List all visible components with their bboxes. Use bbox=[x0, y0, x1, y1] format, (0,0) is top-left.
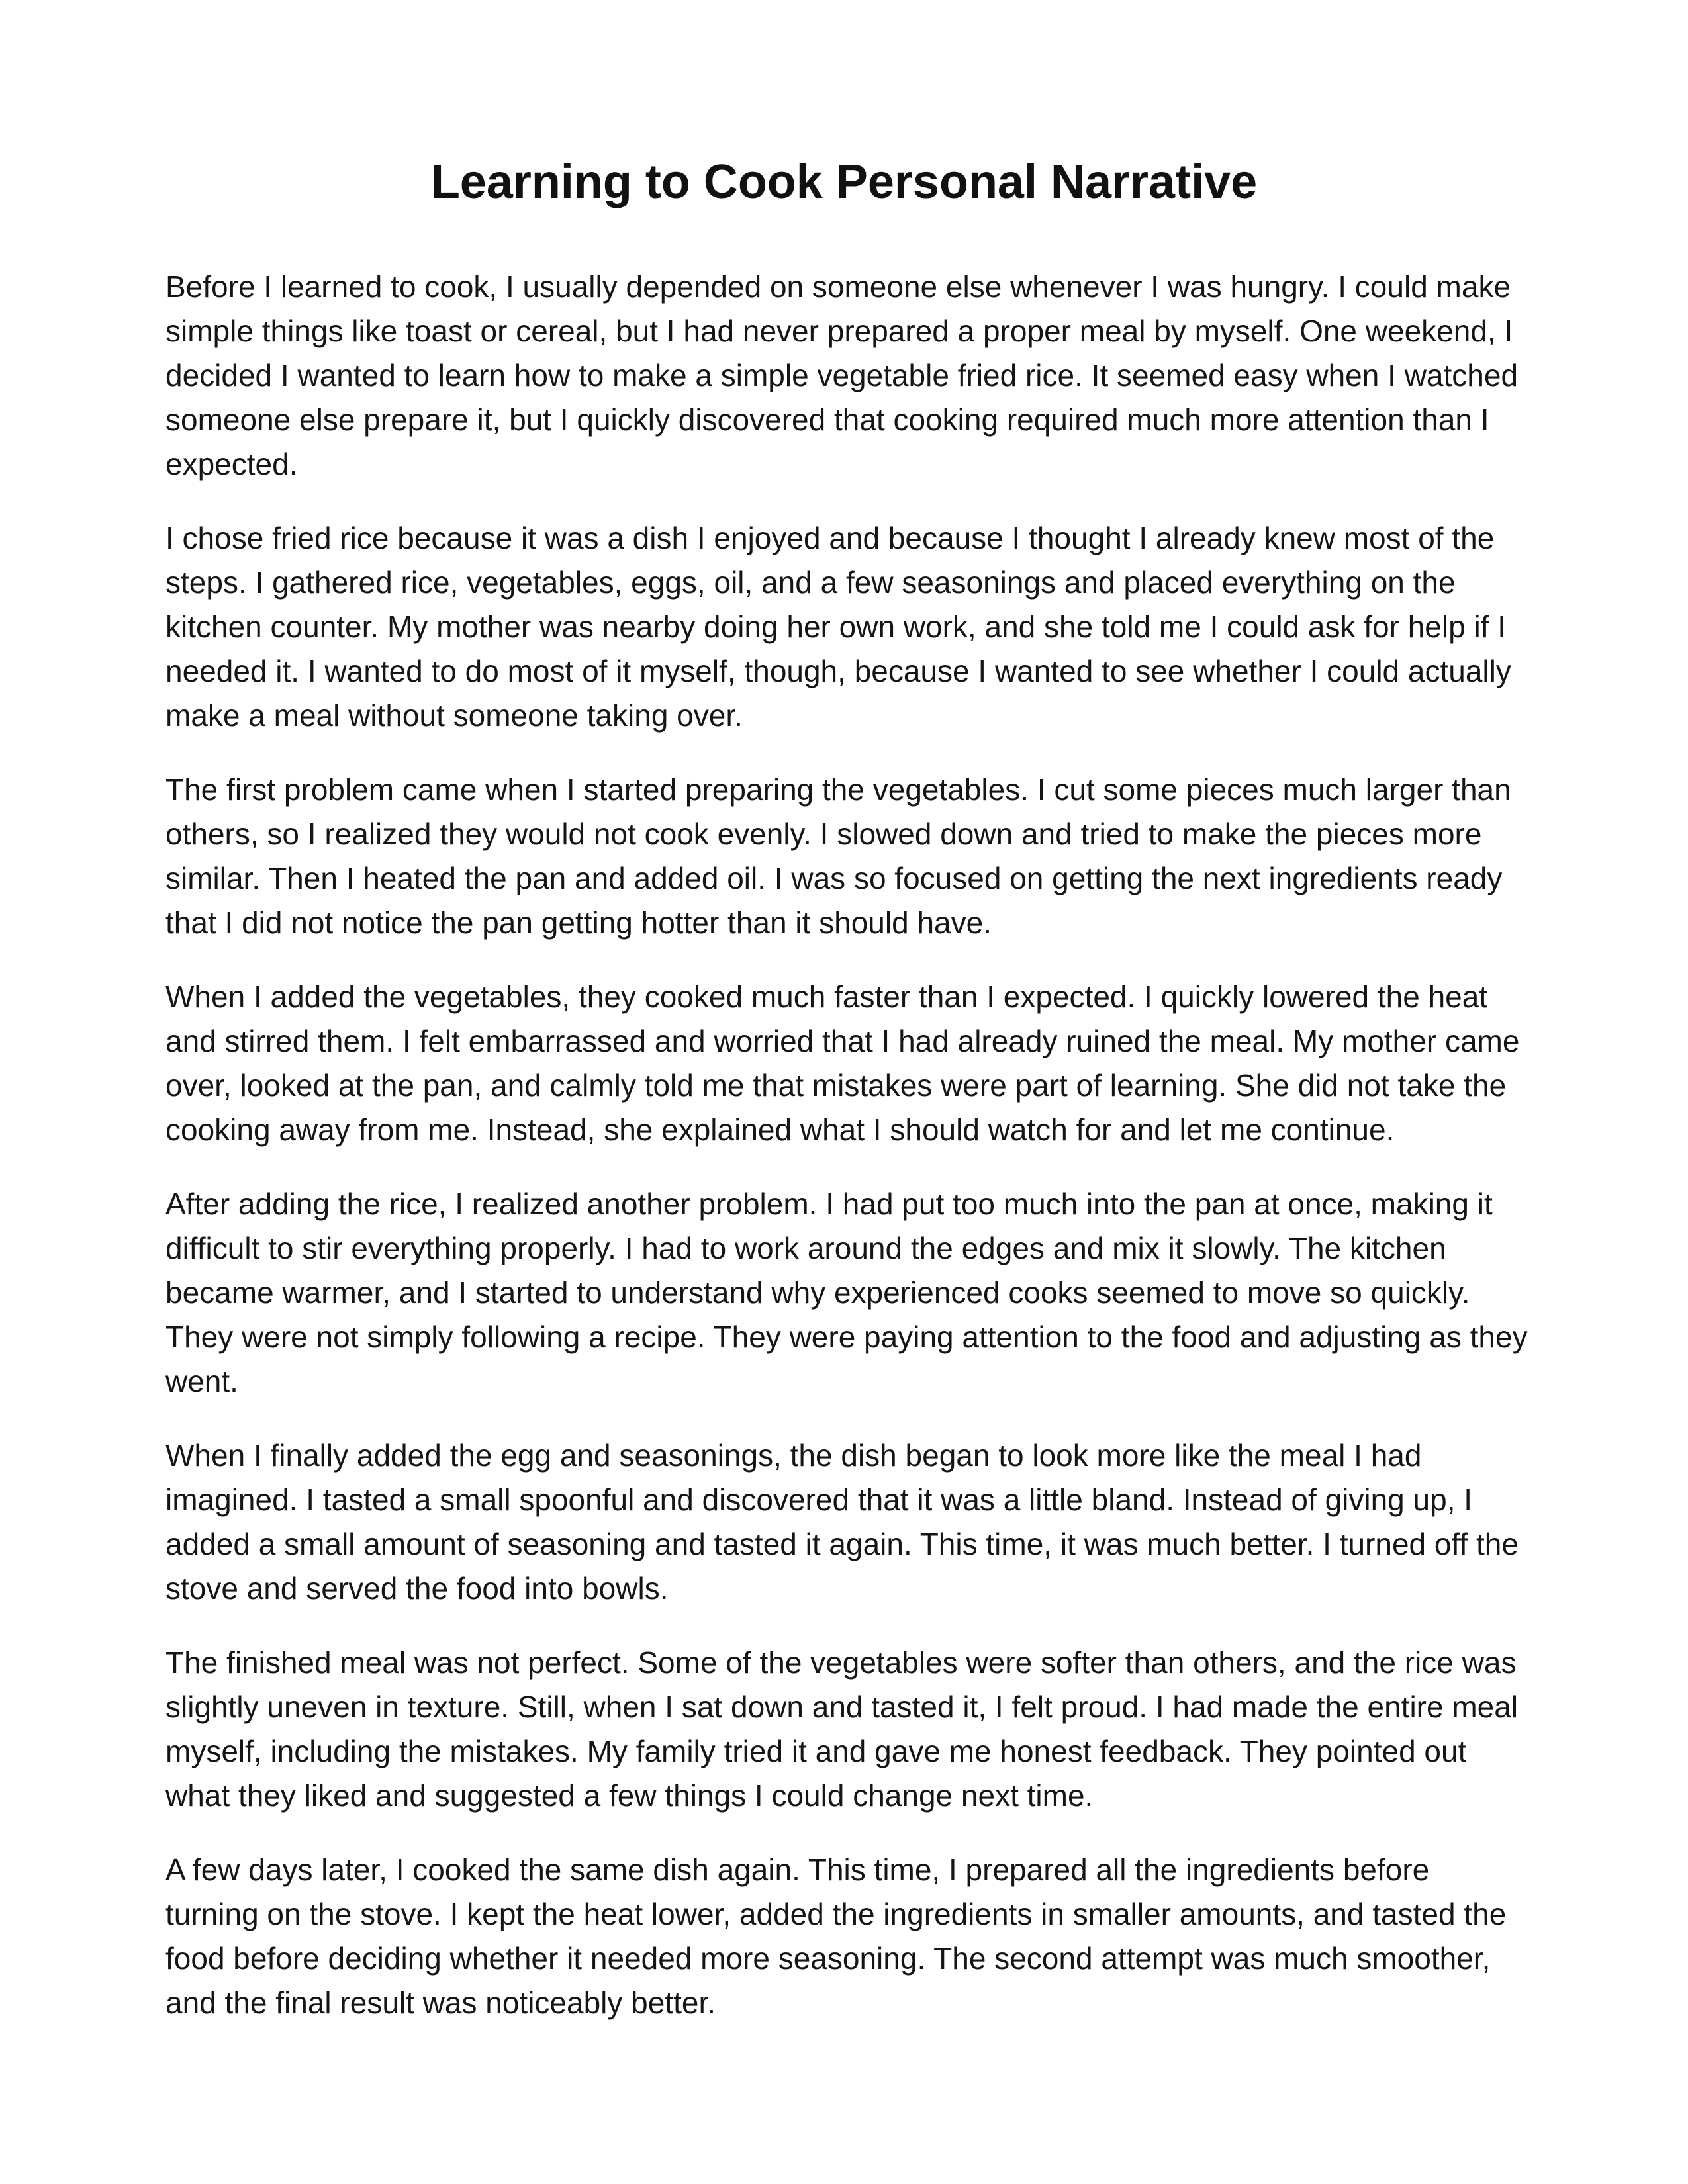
paragraph-7: The finished meal was not perfect. Some of the vegetables were softer than others, and the rice was slightly uneven in texture. Still, when I sat down and tasted it, I felt proud. I had made the entire meal myself, including the mistakes. My family tried it and gave me honest feedback. They pointed out what they liked and suggested a few things I could change next time. bbox=[165, 1645, 1519, 1813]
paragraph-4: When I added the vegetables, they cooked much faster than I expected. I quickly lowered the heat and stirred them. I felt embarrassed and worried that I had already ruined the meal. My mother came over, looked at the pan, and calmly told me that mistakes were part of learning. She did not take the cooking away from me. Instead, she explained what I should watch for and let me continue. bbox=[165, 979, 1520, 1147]
paragraph-3: The first problem came when I started preparing the vegetables. I cut some pieces much larger than others, so I realized they would not cook evenly. I slowed down and tried to make the pieces more similar. Then I heated the pan and added oil. I was so focused on getting the next ingredients ready that I did not notice the pan getting hotter than it should have. bbox=[165, 772, 1511, 940]
paragraph-2: I chose fried rice because it was a dish I enjoyed and because I thought I already knew most of the steps. I gathered rice, vegetables, eggs, oil, and a few seasonings and placed everything on the kitchen counter. My mother was nearby doing her own work, and she told me I could ask for help if I needed it. I wanted to do most of it myself, though, because I wanted to see whether I could actually make a meal without someone taking over. bbox=[165, 521, 1511, 733]
paragraph-6: When I finally added the egg and seasonings, the dish began to look more like the meal I had imagined. I tasted a small spoonful and discovered that it was a little bland. Instead of giving up, I added a small amount of seasoning and tasted it again. This time, it was much better. I turned off the stove and served the food into bowls. bbox=[165, 1438, 1519, 1606]
document-body bbox=[165, 265, 1529, 2055]
paragraph-8: A few days later, I cooked the same dish again. This time, I prepared all the ingredients before turning on the stove. I kept the heat lower, added the ingredients in smaller amounts, and tasted the food before deciding whether it needed more seasoning. The second attempt was much smoother, and the final result was noticeably better. bbox=[165, 1852, 1507, 2020]
paragraph-5: After adding the rice, I realized another problem. I had put too much into the pan at once, making it difficult to stir everything properly. I had to work around the edges and mix it slowly. The kitchen became warmer, and I started to understand why experienced cooks seemed to move so quickly. They were not simply following a recipe. They were paying attention to the food and adjusting as they went. bbox=[165, 1187, 1528, 1398]
document-title: Learning to Cook Personal Narrative bbox=[430, 156, 1258, 208]
paragraph-1: Before I learned to cook, I usually depended on someone else whenever I was hungry. I could make simple things like toast or cereal, but I had never prepared a proper meal by myself. One weekend, I decided I wanted to learn how to make a simple vegetable fried rice. It seemed easy when I watched someone else prepare it, but I quickly discovered that cooking required much more attention than I expected. bbox=[165, 269, 1519, 481]
